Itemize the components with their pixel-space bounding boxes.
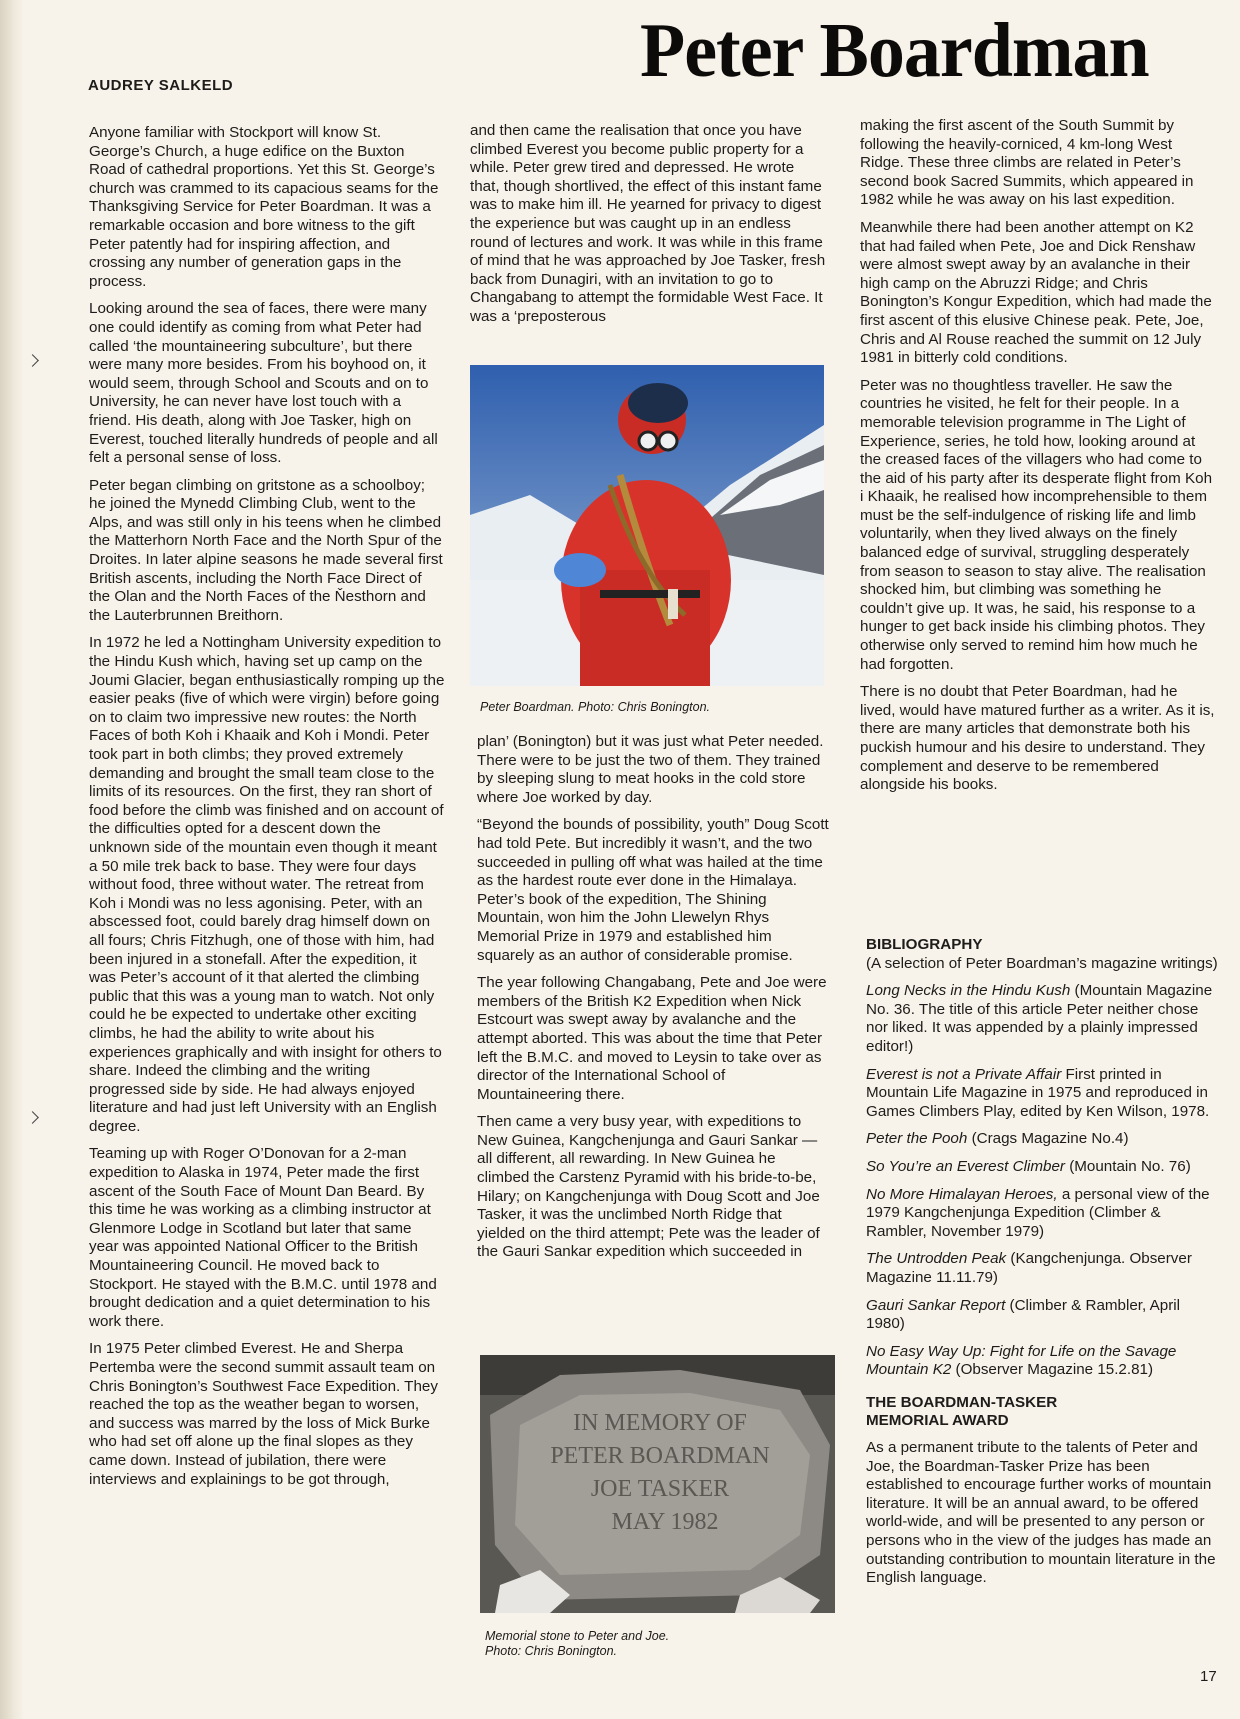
inscription-line: MAY 1982 [611,1509,719,1535]
award-text: As a permanent tribute to the talents of Peter and Joe, the Boardman-Tasker Prize has been established to encourage further works of mountain literature. It will be an annual award, to be offered world-wide, and will be presented to any person or persons who in the view of the judges has made an outstanding contribution to mountain literature in the English language. [866,1439,1216,1587]
bibliography-entry-detail: (Crags Magazine No.4) [971,1130,1129,1148]
inscription-line: JOE TASKER [590,1476,730,1502]
caption-line: Photo: Chris Bonington. [485,1644,618,1658]
paragraph: “Beyond the bounds of possibility, youth” Doug Scott had told Pete. But incredibly it wasn’t, and the two succeeded in pulling off what was hailed at the time as the hardest route ever done in the Himalaya. Peter’s book of the expedition, The Shining Mountain, won him the John Llewelyn Rhys Memorial Prize in 1979 and established him squarely as an author of considerable promise. [477,816,829,964]
bibliography-entry-detail: (Mountain Magazine No. 36. The title of this article Peter neither chose nor liked. It was appended by a plainly impressed editor!) [866,982,1213,1055]
paragraph: and then came the realisation that once you have climbed Everest you become public property for a while. Peter grew tired and depressed. He wrote that, though shortlived, the effect of this instant fame was to make him ill. He yearned for privacy to digest the experience but was caught up in an endless round of lectures and work. It was while in this frame of mind that he was approached by Joe Tasker, fresh back from Dunagiri, with an invitation to go to Changabang to attempt the formidable West Face. It was a ‘preposterous [470,122,826,325]
paragraph: There is no doubt that Peter Boardman, had he lived, would have matured further as a writer. As it is, there are many articles that demonstrate both his puckish humour and his desire to understand. They complement and deserve to be remembered alongside his books. [860,683,1215,794]
bibliography-entry [866,1186,1218,1242]
bibliography-entry-detail: a personal view of the 1979 Kangchenjunga Expedition (Climber & Rambler, November 1979) [866,1185,1210,1240]
paragraph: Peter was no thoughtless traveller. He saw the countries he visited, he felt for their people. In a memorable television programme in The Light of Experience, series, he told how, looking around at the creased faces of the villagers who had come to the aid of his party after its desperate flight from Koh i Khaaik, he realised how incomprehensible to them must be the self-indulgence of risking life and limb voluntarily, when they lived always on the finely balanced edge of survival, struggling desperately from season to season to stay alive. The realisation shocked him, but climbing was something he couldn’t give up. It was, he said, his response to a hunger to get back inside his climbing photos. They otherwise only served to remind him how much he had forgotten. [860,376,1213,673]
page-number: 17 [1200,1668,1217,1685]
bibliography-entry-detail: (Climber & Rambler, April 1980) [866,1296,1181,1333]
bibliography-entry-title: No Easy Way Up: Fight for Life on the Savage Mountain K2 [866,1342,1177,1379]
bibliography-entry-detail: (Observer Magazine 15.2.81) [955,1361,1154,1379]
bibliography-entry [866,1130,1218,1149]
inscription-line: IN MEMORY OF [573,1410,747,1436]
paragraph: In 1975 Peter climbed Everest. He and Sherpa Pertemba were the second summit assault team on Chris Bonington’s Southwest Face Expedition. They reached the top as the weather began to worsen, and success was marred by the loss of Mick Burke who had set off alone up the final slopes as they came down. Instead of jubilation, there were interviews and explainings to be got through, [89,1340,438,1488]
bibliography-entry [866,1297,1218,1334]
column-2-bottom [477,733,829,1271]
bibliography-entry-title: Long Necks in the Hindu Kush [866,982,1071,1000]
column-1 [89,124,445,1498]
paragraph: Then came a very busy year, with expeditions to New Guinea, Kangchenjunga and Gauri Sankar — all different, all rewarding. In New Guinea he climbed the Carstenz Pyramid with his bride-to-be, Hilary; on Kangchenjunga with Doug Scott and Joe Tasker, it was the unclimbed North Ridge that yielded on the third attempt; Pete was the leader of the Gauri Sankar expedition which succeeded in [477,1113,820,1261]
bibliography-entry [866,1066,1218,1122]
author-byline: AUDREY SALKELD [88,77,234,94]
article-title: Peter Boardman [640,7,1149,95]
photo-peter-boardman [470,365,824,686]
bibliography-entry-title: Gauri Sankar Report [866,1296,1006,1314]
photo-caption: Peter Boardman. Photo: Chris Bonington. [480,700,710,714]
bibliography-heading: BIBLIOGRAPHY [866,936,983,953]
caption-line: Memorial stone to Peter and Joe. [485,1629,670,1643]
bibliography-entry-title: Peter the Pooh [866,1130,968,1148]
inscription-line: PETER BOARDMAN [550,1443,770,1469]
photo-caption [485,1629,785,1659]
award-heading: THE BOARDMAN-TASKER MEMORIAL AWARD [866,1393,1058,1430]
bibliography-entry-title: So You’re an Everest Climber [866,1157,1065,1175]
bibliography-entry [866,982,1218,1056]
bibliography-entry-detail: (Kangchenjunga. Observer Magazine 11.11.79) [866,1250,1192,1286]
bibliography-entry [866,1250,1218,1287]
bibliography-entry-title: The Untrodden Peak [866,1250,1007,1268]
bibliography-entry-title: Everest is not a Private Affair [866,1065,1062,1083]
page-binding-edge [0,0,24,1719]
paragraph: In 1972 he led a Nottingham University expedition to the Hindu Kush which, having set up camp on the Joumi Glacier, began enthusiastically romping up the easier peaks (five of which were virgin) before going on to claim two impressive new routes: the North Faces of both Koh i Khaaik and Koh i Mondi. Peter took part in both climbs; they proved extremely demanding and brought the small team close to the limits of its resources. On the first, they ran short of food before the climb was finished and on account of the difficulties opted for a descent down the unknown side of the mountain even though it meant a 50 mile trek back to base. They were four days without food, three without water. The retreat from Koh i Mondi was no less agonising. Peter, with an abscessed foot, could barely drag himself down on all fours; Chris Fitzhugh, one of those with him, had been injured in a stonefall. After the expedition, it was Peter’s account of it that alerted the climbing public that this was a young man to watch. Not only could he be expected to undertake other exciting climbs, he had the ability to write about his experiences graphically and with insight for others to share. Indeed the climbing and the writing progressed side by side. He had always enjoyed literature and had just left University with an English degree. [89,634,445,1135]
column-3-top [860,117,1216,804]
bibliography-entry [866,1343,1218,1380]
column-3-bottom [866,926,1218,1597]
paragraph: plan’ (Bonington) but it was just what Peter needed. There were to be just the two of them. They trained by sleeping slung to meat hooks in the cold store where Joe worked by day. [477,733,824,806]
bibliography-entry-detail: First printed in Mountain Life Magazine in 1975 and reproduced in Games Climbers Play, edited by Ken Wilson, 1978. [866,1065,1210,1120]
bibliography-entry-title: No More Himalayan Heroes, [866,1185,1058,1203]
bibliography-entry-detail: (Mountain No. 76) [1069,1157,1191,1175]
paragraph: Anyone familiar with Stockport will know St. George’s Church, a huge edifice on the Buxton Road of cathedral proportions. Yet this St. George’s church was crammed to its capacious seams for the Thanksgiving Service for Peter Boardman. It was a remarkable occasion and bore witness to the gift Peter patently had for inspiring affection, and crossing any number of generation gaps in the process. [89,124,439,290]
paragraph: The year following Changabang, Pete and Joe were members of the British K2 Expedition when Nick Estcourt was swept away by avalanche and the attempt aborted. This was about the time that Peter left the B.M.C. and moved to Leysin to take over as director of the International School of Mountaineering there. [477,974,827,1103]
bibliography-list [866,982,1218,1380]
bibliography-intro: (A selection of Peter Boardman’s magazine writings) [866,954,1218,972]
photo-memorial-stone [480,1355,835,1613]
paragraph: Meanwhile there had been another attempt on K2 that had failed when Pete, Joe and Dick Renshaw were almost swept away by an avalanche in their high camp on the Abruzzi Ridge; and Chris Bonington’s Kongur Expedition, which had made the first ascent of this elusive Chinese peak. Pete, Joe, Chris and Al Rouse reached the summit on 12 July 1981 in bitterly cold conditions. [860,218,1212,367]
bibliography-entry [866,1158,1218,1177]
paragraph: Teaming up with Roger O’Donovan for a 2-man expedition to Alaska in 1974, Peter made the first ascent of the South Face of Mount Dan Beard. By this time he was working as a climbing instructor at Glenmore Lodge in Scotland but later that same year was appointed National Officer to the British Mountaineering Council. He moved back to Stockport. He stayed with the B.M.C. until 1978 and brought dedication and a quiet determination to his work there. [89,1145,437,1330]
column-2-top [470,122,826,336]
paragraph: Looking around the sea of faces, there were many one could identify as coming from what Peter had called ‘the mountaineering subculture’, but there were many more besides. From his boyhood on, it would seem, through School and Scouts and on to University, he can never have lost touch with a friend. His death, along with Joe Tasker, high on Everest, touched literally hundreds of people and all felt a personal sense of loss. [89,300,438,467]
margin-mark [26,354,39,367]
paragraph: Peter began climbing on gritstone as a schoolboy; he joined the Mynedd Climbing Club, went to the Alps, and was still only in his teens when he climbed the Matterhorn North Face and the North Spur of the Droites. In later alpine seasons he made several first British ascents, including the North Face Direct of the Olan and the North Faces of the Ňesthorn and the Lauterbrunnen Breithorn. [89,476,443,624]
margin-mark [26,1111,39,1124]
paragraph: making the first ascent of the South Summit by following the heavily-corniced, 4 km-long West Ridge. These three climbs are related in Peter’s second book Sacred Summits, which appeared in 1982 while he was away on his last expedition. [860,117,1194,209]
